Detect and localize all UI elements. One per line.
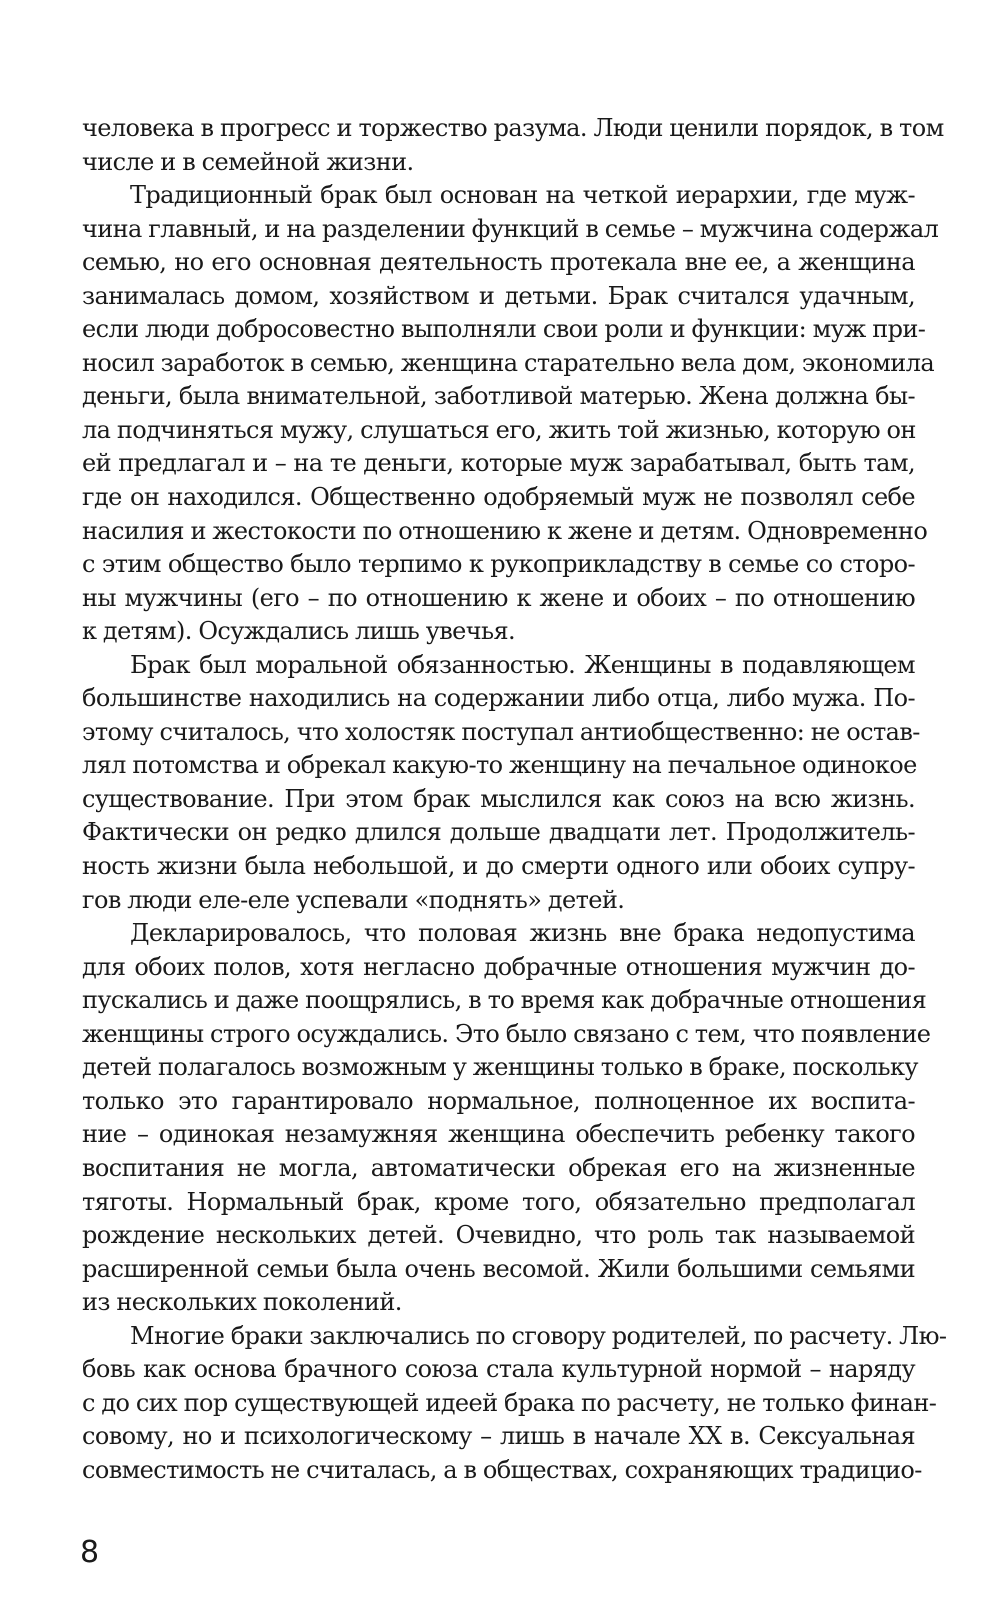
text-line: бовь как основа брачного союза стала культурной нормой – наряду [82, 1355, 915, 1384]
body-text [82, 112, 947, 1487]
text-line: занималась домом, хозяйством и детьми. Брак считался удачным, [82, 281, 915, 310]
text-line: Многие браки заключались по сговору родителей, по расчету. Лю- [130, 1321, 947, 1350]
text-line: ность жизни была небольшой, и до смерти одного или обоих супру- [82, 852, 915, 881]
text-line: семью, но его основная деятельность протекала вне ее, а женщина [82, 248, 915, 277]
text-line: ны мужчины (его – по отношению к жене и обоих – по отношению [82, 583, 915, 612]
text-line: этому считалось, что холостяк поступал антиобщественно: не остав- [82, 717, 920, 746]
text-line: женщины строго осуждались. Это было связано с тем, что появление [82, 1019, 931, 1048]
text-line: совому, но и психологическому – лишь в начале XX в. Сексуальная [82, 1422, 915, 1451]
text-line: с этим общество было терпимо к рукоприкладству в семье со сторо- [82, 550, 915, 579]
text-line: существование. При этом брак мыслился как союз на всю жизнь. [82, 784, 915, 813]
text-line: для обоих полов, хотя негласно добрачные отношения мужчин до- [82, 952, 915, 981]
text-line: ние – одинокая незамужняя женщина обеспечить ребенку такого [82, 1120, 915, 1149]
paragraph [82, 917, 931, 1320]
text-line: числе и в семейной жизни. [82, 147, 414, 176]
text-line: где он находился. Общественно одобряемый муж не позволял себе [82, 483, 915, 512]
text-line: только это гарантировало нормальное, полноценное их воспита- [82, 1086, 915, 1115]
text-line: детей полагалось возможным у женщины только в браке, поскольку [82, 1053, 918, 1082]
text-line: деньги, была внимательной, заботливой матерью. Жена должна бы- [82, 382, 915, 411]
text-line: из нескольких поколений. [82, 1288, 402, 1317]
text-line: Традиционный брак был основан на четкой иерархии, где муж- [130, 181, 915, 210]
text-line: тяготы. Нормальный брак, кроме того, обязательно предполагал [82, 1187, 915, 1216]
text-line: пускались и даже поощрялись, в то время как добрачные отношения [82, 986, 927, 1015]
text-line: гов люди еле-еле успевали «поднять» детей. [82, 885, 625, 914]
paragraph [82, 112, 944, 179]
text-line: воспитания не могла, автоматически обрекая его на жизненные [82, 1153, 915, 1182]
text-line: ла подчиняться мужу, слушаться его, жить той жизнью, которую он [82, 415, 916, 444]
text-line: насилия и жестокости по отношению к жене и детям. Одновременно [82, 516, 928, 545]
text-line: расширенной семьи была очень весомой. Жили большими семьями [82, 1254, 915, 1283]
page-number: 8 [80, 1535, 100, 1570]
text-line: чина главный, и на разделении функций в семье – мужчина содержал [82, 214, 939, 243]
text-line: с до сих пор существующей идеей брака по расчету, не только финан- [82, 1388, 937, 1417]
paragraph [82, 649, 920, 917]
text-line: человека в прогресс и торжество разума. Люди ценили порядок, в том [82, 114, 944, 142]
text-line: если люди добросовестно выполняли свои роли и функции: муж при- [82, 315, 926, 344]
text-line: ей предлагал и – на те деньги, которые муж зарабатывал, быть там, [82, 449, 915, 478]
text-line: носил заработок в семью, женщина старательно вела дом, экономила [82, 348, 935, 377]
paragraph [82, 179, 939, 649]
text-line: лял потомства и обрекал какую-то женщину на печальное одинокое [82, 751, 917, 780]
text-line: большинстве находились на содержании либо отца, либо мужа. По- [82, 684, 915, 713]
paragraph [82, 1320, 947, 1488]
text-line: Фактически он редко длился дольше двадцати лет. Продолжитель- [82, 818, 915, 847]
text-line: Брак был моральной обязанностью. Женщины в подавляющем [130, 650, 915, 679]
text-line: к детям). Осуждались лишь увечья. [82, 617, 516, 646]
text-line: совместимость не считалась, а в обществах, сохраняющих традицио- [82, 1455, 922, 1484]
text-line: Декларировалось, что половая жизнь вне брака недопустима [130, 919, 915, 948]
text-line: рождение нескольких детей. Очевидно, что роль так называемой [82, 1221, 915, 1250]
